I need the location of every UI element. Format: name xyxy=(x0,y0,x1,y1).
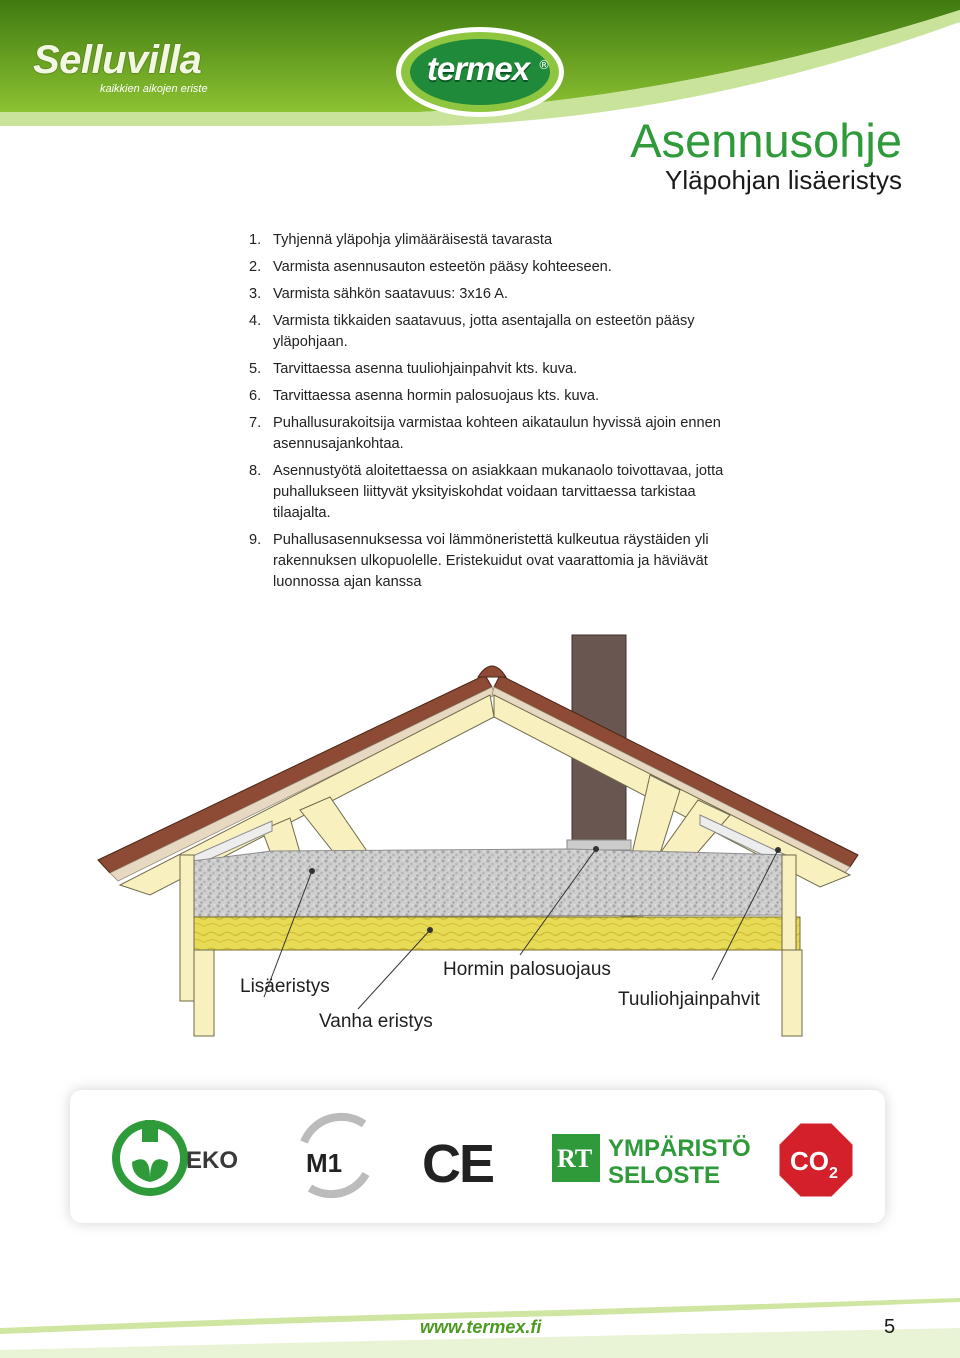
brand-name: Selluvilla xyxy=(33,38,202,82)
old-insulation xyxy=(180,917,800,950)
m1-logo xyxy=(304,1117,366,1194)
page-title: Asennusohje xyxy=(630,114,902,167)
instruction-number: 8. xyxy=(249,463,262,479)
instruction-item xyxy=(249,230,743,251)
instruction-text: Varmista tikkaiden saatavuus, jotta asentajalla on esteetön pääsy yläpohjaan. xyxy=(273,313,695,350)
rt-badge-text: RT xyxy=(557,1144,593,1173)
instruction-number: 5. xyxy=(249,361,262,377)
instruction-number: 1. xyxy=(249,232,262,248)
certification-panel xyxy=(70,1090,885,1223)
certification-logos xyxy=(70,1090,885,1223)
instruction-item xyxy=(249,461,743,524)
rt-line2: SELOSTE xyxy=(608,1162,721,1189)
instruction-text: Asennustyötä aloitettaessa on asiakkaan mukanaolo toivottavaa, jotta puhallukseen liittyvät yksityiskohdat voidaan tarvittaessa tarkistaa tilaajalta. xyxy=(273,463,724,521)
m1-ring-arc xyxy=(304,1117,364,1142)
page-number: 5 xyxy=(884,1316,896,1338)
rt-ymparistoseloste-logo xyxy=(552,1134,751,1189)
plug-icon xyxy=(142,1128,158,1142)
eko-text: EKO xyxy=(186,1147,239,1174)
eko-logo xyxy=(112,1120,238,1196)
instruction-item xyxy=(249,257,743,278)
co2-logo xyxy=(778,1122,854,1198)
instruction-text: Puhallusurakoitsija varmistaa kohteen aikataulun hyvissä ajoin ennen asennusajankohtaa. xyxy=(273,415,721,452)
instruction-text: Puhallusasennuksessa voi lämmöneristettä kulkeutua räystäiden yli rakennuksen ulkopuolelle. Eristekuidut ovat vaarattomia ja häviävät luonnossa ajan kanssa xyxy=(273,532,709,590)
instruction-number: 7. xyxy=(249,415,262,431)
instruction-item xyxy=(249,530,743,593)
roof-cross-section xyxy=(0,625,960,1065)
termex-logo: termex xyxy=(426,50,530,87)
instruction-number: 6. xyxy=(249,388,262,404)
page-subtitle: Yläpohjan lisäeristys xyxy=(664,165,902,195)
plug-pin-icon xyxy=(145,1120,148,1128)
label-vanha-eristys: Vanha eristys xyxy=(319,1011,433,1032)
instruction-item xyxy=(249,413,743,455)
co2-text: CO xyxy=(790,1146,829,1176)
leader-dot xyxy=(593,846,599,852)
instruction-number: 9. xyxy=(249,532,262,548)
instruction-item xyxy=(249,386,743,407)
ridge-cap xyxy=(478,666,506,677)
instruction-text: Tarvittaessa asenna tuuliohjainpahvit kts. kuva. xyxy=(273,361,578,377)
brand-tagline: kaikkien aikojen eriste xyxy=(100,83,208,95)
chimney-fire-protection xyxy=(567,840,631,850)
leader-dot xyxy=(427,927,433,933)
header xyxy=(0,0,960,230)
ce-mark: CE xyxy=(422,1134,494,1194)
additional-insulation xyxy=(192,849,790,917)
label-hormin-palosuojaus: Hormin palosuojaus xyxy=(443,959,611,980)
wall-right xyxy=(782,950,802,1036)
instruction-text: Tyhjennä yläpohja ylimääräisestä tavarasta xyxy=(273,232,553,248)
footer-website-link[interactable]: www.termex.fi xyxy=(420,1317,542,1337)
label-tuuliohjainpahvit: Tuuliohjainpahvit xyxy=(618,989,760,1010)
m1-text: M1 xyxy=(306,1148,343,1178)
instruction-number: 3. xyxy=(249,286,262,302)
instruction-list xyxy=(249,230,743,599)
instruction-text: Varmista sähkön saatavuus: 3x16 A. xyxy=(273,286,508,302)
wall-left xyxy=(194,950,214,1036)
instruction-text: Varmista asennusauton esteetön pääsy kohteeseen. xyxy=(273,259,612,275)
rt-line1: YMPÄRISTÖ xyxy=(608,1135,751,1162)
leader-dot xyxy=(775,847,781,853)
instruction-item xyxy=(249,284,743,305)
instruction-number: 2. xyxy=(249,259,262,275)
ce-logo xyxy=(422,1134,493,1194)
instruction-text: Tarvittaessa asenna hormin palosuojaus kts. kuva. xyxy=(273,388,600,404)
co2-subscript: 2 xyxy=(829,1165,838,1182)
leader-dot xyxy=(309,868,315,874)
wall-stud-left xyxy=(180,855,194,1001)
instruction-item xyxy=(249,311,743,353)
registered-mark: ® xyxy=(538,58,550,72)
instruction-number: 4. xyxy=(249,313,262,329)
instruction-item xyxy=(249,359,743,380)
roof-diagram xyxy=(0,625,960,1070)
label-lisaeristys: Lisäeristys xyxy=(240,976,330,997)
plug-pin-icon xyxy=(152,1120,155,1128)
